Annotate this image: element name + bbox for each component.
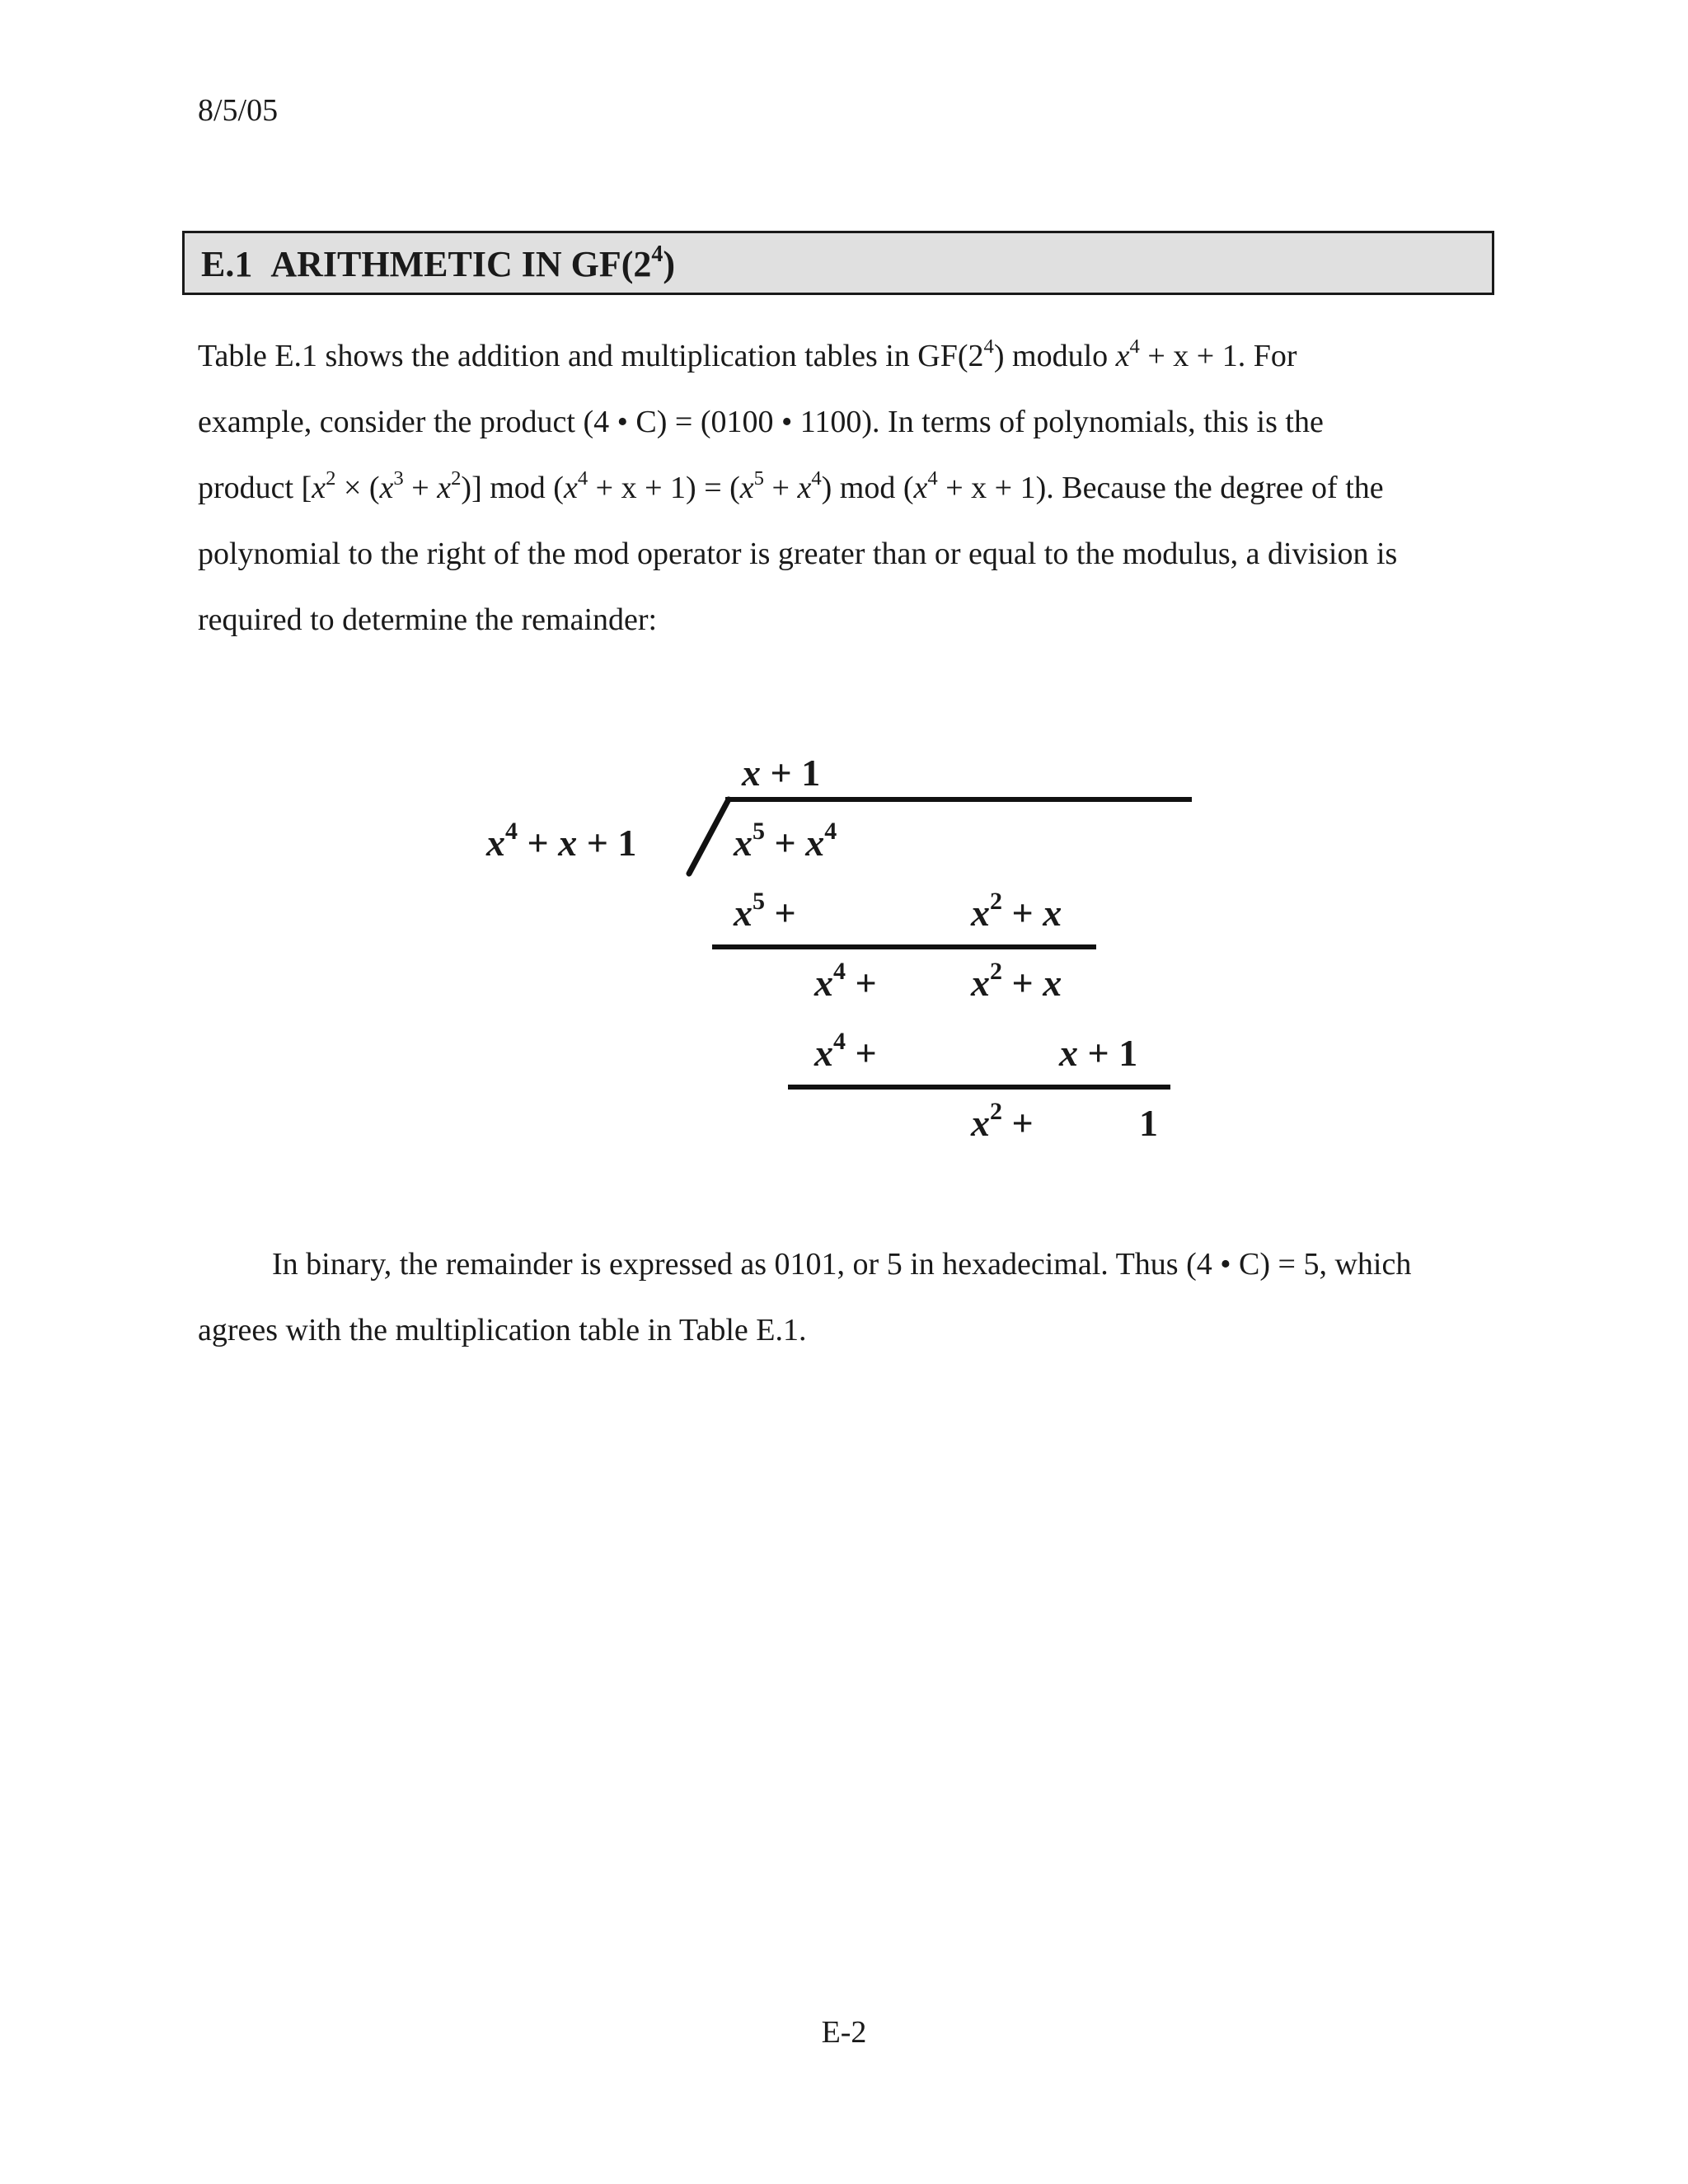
- text-run: +: [764, 471, 798, 505]
- text-run: +: [846, 1032, 877, 1074]
- exponent: 4: [1129, 335, 1140, 358]
- intro-paragraph: [198, 323, 1484, 653]
- dividend: [734, 818, 837, 864]
- text-run: +: [765, 892, 796, 934]
- text-run: + x + 1). Because the degree of the: [937, 471, 1384, 505]
- text-run: +: [403, 471, 438, 505]
- variable-x: x: [558, 822, 578, 864]
- exponent: 4: [505, 818, 518, 845]
- exponent: 2: [990, 888, 1002, 915]
- text-run: product [: [198, 471, 312, 505]
- variable-x: x: [312, 471, 326, 505]
- intro-line-1: [198, 323, 1484, 389]
- variable-x: x: [1059, 1032, 1078, 1074]
- variable-x: x: [1043, 962, 1062, 1004]
- exponent: 5: [753, 818, 765, 845]
- conclusion-paragraph: [198, 1231, 1484, 1363]
- exponent: 2: [990, 958, 1002, 985]
- exponent: 4: [824, 818, 837, 845]
- variable-x: x: [1115, 339, 1130, 373]
- subtraction-line-1: [712, 944, 1096, 949]
- section-heading-box: [182, 231, 1494, 295]
- text-run: +: [1002, 1102, 1034, 1144]
- section-number: E.1: [201, 244, 253, 284]
- variable-x: x: [814, 962, 833, 1004]
- variable-x: x: [486, 822, 505, 864]
- exponent: 4: [833, 958, 846, 985]
- difference-1-left: [814, 958, 877, 1004]
- exponent: 4: [927, 466, 938, 490]
- division-bar: [725, 797, 1192, 802]
- text-run: + 1: [1078, 1032, 1138, 1074]
- section-title: [201, 243, 675, 285]
- exponent: 2: [990, 1098, 1002, 1125]
- variable-x: x: [971, 1102, 990, 1144]
- text-run: ) mod (: [821, 471, 914, 505]
- remainder-left: [971, 1098, 1034, 1144]
- variable-x: x: [734, 892, 753, 934]
- variable-x: x: [971, 962, 990, 1004]
- page-number: E-2: [821, 2015, 867, 2050]
- variable-x: x: [1043, 892, 1062, 934]
- section-title-exponent: 4: [651, 241, 663, 267]
- text-run: Table E.1 shows the addition and multiplication tables in GF(2: [198, 339, 984, 373]
- section-title-text: ARITHMETIC IN GF(2: [270, 244, 652, 284]
- subtrahend-1-right: [971, 888, 1062, 934]
- exponent: 3: [393, 466, 404, 490]
- text-run: +: [518, 822, 559, 864]
- exponent: 4: [983, 335, 994, 358]
- variable-x: x: [734, 822, 753, 864]
- variable-x: x: [563, 471, 578, 505]
- subtraction-line-2: [788, 1085, 1170, 1090]
- text-run: +: [1002, 892, 1043, 934]
- division-bracket: [679, 791, 737, 882]
- intro-line-3: [198, 455, 1484, 521]
- exponent: 4: [833, 1028, 846, 1055]
- conclusion-line-2: agrees with the multiplication table in Table E.1.: [198, 1313, 807, 1347]
- bracket-stroke: [689, 799, 729, 874]
- exponent: 4: [811, 466, 822, 490]
- text-run: + x + 1. For: [1139, 339, 1297, 373]
- difference-1-right: [971, 958, 1062, 1004]
- text-run: × (: [335, 471, 380, 505]
- text-run: )] mod (: [461, 471, 564, 505]
- text-run: ) modulo: [993, 339, 1116, 373]
- variable-x: x: [437, 471, 452, 505]
- variable-x: x: [805, 822, 825, 864]
- exponent: 4: [577, 466, 588, 490]
- subtrahend-1-left: [734, 888, 796, 934]
- text-run: + 1: [761, 752, 821, 794]
- variable-x: x: [913, 471, 928, 505]
- page-date: 8/5/05: [198, 93, 279, 128]
- text-run: +: [765, 822, 806, 864]
- subtrahend-2-left: [814, 1028, 877, 1074]
- text-run: +: [1002, 962, 1043, 1004]
- exponent: 2: [451, 466, 462, 490]
- quotient: [742, 754, 820, 792]
- intro-line-4: polynomial to the right of the mod operator is greater than or equal to the modulus, a division is: [198, 537, 1398, 571]
- divisor: [486, 818, 637, 864]
- subtrahend-2-right: [1059, 1034, 1137, 1072]
- variable-x: x: [814, 1032, 833, 1074]
- variable-x: x: [742, 752, 761, 794]
- variable-x: x: [379, 471, 394, 505]
- intro-line-2: example, consider the product (4 • C) = (0100 • 1100). In terms of polynomials, this is the: [198, 405, 1324, 439]
- variable-x: x: [971, 892, 990, 934]
- text-run: + x + 1) = (: [588, 471, 740, 505]
- variable-x: x: [739, 471, 754, 505]
- section-title-close: ): [663, 244, 676, 284]
- exponent: 5: [753, 888, 765, 915]
- variable-x: x: [797, 471, 812, 505]
- text-run: + 1: [577, 822, 637, 864]
- conclusion-line-1: In binary, the remainder is expressed as 0101, or 5 in hexadecimal. Thus (4 • C) = 5, which: [272, 1247, 1412, 1282]
- remainder-right: 1: [1139, 1102, 1158, 1144]
- exponent: 5: [753, 466, 764, 490]
- text-run: +: [846, 962, 877, 1004]
- exponent: 2: [326, 466, 336, 490]
- intro-line-5: required to determine the remainder:: [198, 602, 658, 637]
